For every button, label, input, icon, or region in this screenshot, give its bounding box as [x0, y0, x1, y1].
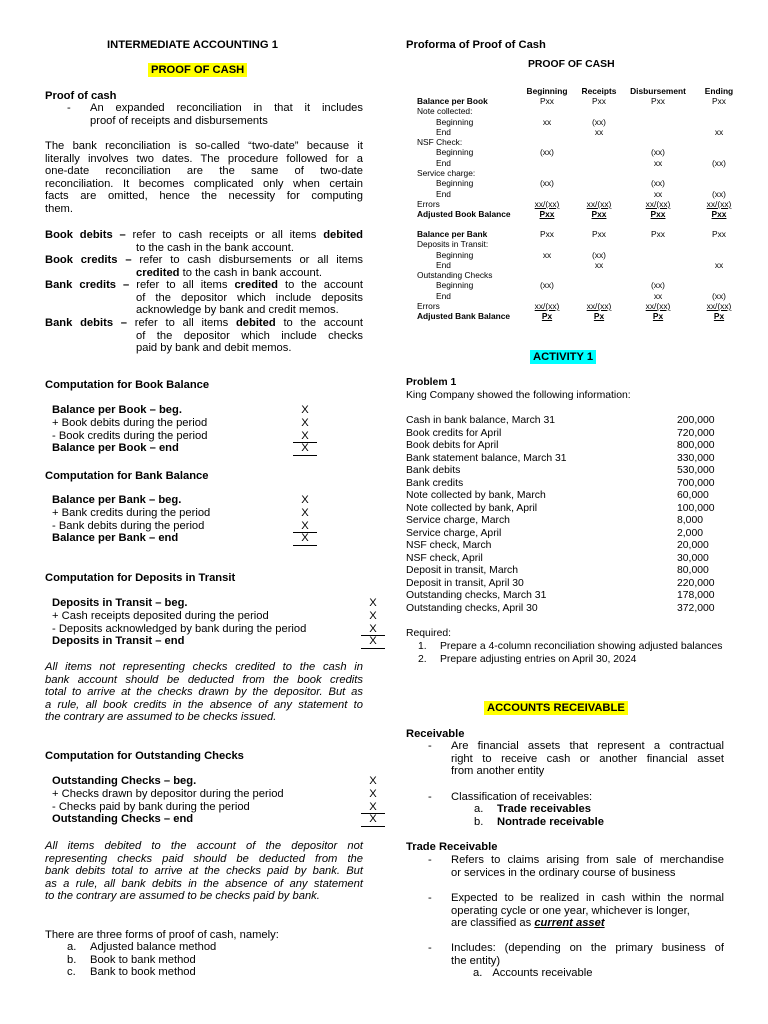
proforma-row: [417, 96, 737, 106]
comp-row-label: + Cash receipts deposited during the period: [52, 609, 269, 622]
problem-item-label: Deposit in transit, April 30: [406, 577, 524, 589]
x-mark: X: [301, 416, 309, 429]
proforma-cell: (xx): [712, 290, 726, 301]
tr-bullet-1-line: Refers to claims arising from sale of merchandise: [451, 854, 724, 866]
proof-heading: Proof of cash: [45, 90, 117, 102]
problem-item-value: 200,000: [677, 415, 715, 426]
proforma-cell: Pxx: [592, 229, 606, 239]
problem-item-value: 330,000: [677, 452, 715, 464]
proforma-header: [417, 86, 737, 96]
intro-line: literally involves two dates. The procedure followed for a: [45, 152, 363, 165]
def-term: Book credits –: [45, 254, 132, 266]
comp-row-label: Outstanding Checks – beg.: [52, 775, 197, 787]
proforma-row: [417, 127, 737, 137]
proforma-title: Proforma of Proof of Cash: [406, 39, 546, 51]
trade-heading: Trade Receivable: [406, 841, 498, 853]
proforma-cell: xx/(xx): [586, 301, 612, 312]
proforma-row: [417, 239, 737, 249]
proforma-cell: Pxx: [539, 209, 555, 220]
dit-note-line: the contrary are assumed to be checks issued.: [45, 711, 277, 724]
proforma-cell: Pxx: [712, 96, 726, 106]
ar-title: [484, 702, 628, 714]
proforma-cell: Px: [593, 311, 605, 322]
proforma-row: [417, 270, 737, 280]
intro-line: facts are omitted, hence the necessity for computing: [45, 190, 363, 203]
proforma-cell: xx: [653, 290, 663, 301]
book-balance-computation: [52, 404, 322, 455]
proforma-row: [417, 280, 737, 290]
proforma-row: [417, 250, 737, 260]
proforma-cell: Pxx: [651, 229, 665, 239]
def-text: paid by bank and debit memos.: [136, 342, 292, 355]
def-bold: debited: [323, 229, 363, 241]
problem-item-label: NSF check, March: [406, 540, 492, 551]
forms-list: [67, 941, 216, 979]
problem-item: [406, 478, 726, 491]
proforma-row: [417, 158, 737, 168]
intro-line: them.: [45, 202, 73, 215]
bullet-dash: -: [428, 740, 432, 752]
oc-note-line: representing checks paid should be deducted from the: [45, 852, 363, 865]
proforma-cell: xx: [594, 259, 604, 270]
problem-item-value: 372,000: [677, 602, 715, 614]
proforma-row-label: Service charge:: [417, 168, 476, 179]
proforma-column-header: Beginning: [526, 86, 568, 96]
problem-item-value: 100,000: [677, 502, 715, 514]
list-text: Book to bank method: [90, 953, 196, 966]
bank-balance-title: Computation for Bank Balance: [45, 470, 209, 482]
problem-title: Problem 1: [406, 377, 457, 388]
proforma-column-header: Receipts: [581, 86, 617, 96]
receivable-heading: Receivable: [406, 728, 465, 740]
def-text: to the cash in bank account.: [179, 266, 322, 279]
tr-bullet-2-line: operating cycle or one year, whichever is longer,: [451, 904, 690, 917]
proforma-cell: Pxx: [712, 229, 726, 239]
proforma-row-label: End: [436, 126, 451, 137]
x-mark: X: [369, 787, 377, 800]
proforma-row: [417, 209, 737, 219]
proof-bullet: [90, 102, 363, 127]
tr-bullet-3: [451, 942, 724, 980]
rec-bullet-1: [451, 740, 724, 778]
proforma-cell: xx: [714, 126, 724, 137]
problem-item-label: Book debits for April: [406, 440, 499, 451]
comp-row-label: + Book debits during the period: [52, 416, 208, 429]
def-text: refer to all items: [127, 317, 236, 329]
proforma-bank-section: [417, 229, 737, 322]
proforma-cell: Pxx: [650, 209, 666, 220]
proforma-row-label: Deposits in Transit:: [417, 239, 489, 250]
problem-item: [406, 440, 726, 453]
proforma-cell: xx/(xx): [586, 198, 612, 209]
def-text: acknowledge by bank and credit memos.: [136, 304, 339, 317]
proforma-cell: xx/(xx): [706, 198, 732, 209]
problem-item: [406, 428, 726, 441]
def-term: Bank credits –: [45, 279, 130, 291]
proof-bullet-line: An expanded reconciliation in that it includes: [90, 102, 363, 114]
list-letter: c.: [67, 966, 76, 979]
def-term: Bank debits –: [45, 317, 127, 329]
x-mark: X: [301, 404, 309, 416]
proforma-cell: xx/(xx): [534, 198, 560, 209]
list-text: Nontrade receivable: [497, 815, 604, 828]
x-mark: X: [295, 520, 315, 533]
rec-class-list: [474, 803, 604, 828]
bullet-dash: -: [428, 942, 432, 954]
proforma-cell: xx: [542, 116, 552, 127]
problem-item: [406, 503, 726, 516]
tr-bullet-3-line: Includes: (depending on the primary business of: [451, 942, 724, 954]
proforma-cell: (xx): [592, 116, 606, 127]
proforma-cell: (xx): [540, 178, 554, 189]
list-letter: a.: [474, 803, 484, 815]
proforma-cell: (xx): [651, 147, 665, 158]
proforma-cell: xx/(xx): [645, 301, 671, 312]
proforma-cell: Pxx: [592, 96, 606, 106]
proof-bullet-dash: -: [67, 102, 71, 114]
required-num: 1.: [418, 641, 427, 652]
proforma-row-label: End: [436, 290, 451, 301]
tr-bullet-1-line: or services in the ordinary course of business: [451, 866, 676, 879]
problem-item-value: 2,000: [677, 527, 704, 539]
problem-item: [406, 540, 726, 553]
comp-row-label: + Bank credits during the period: [52, 506, 211, 519]
proforma-cell: (xx): [592, 249, 606, 260]
rec-bullet-1-line: Are financial assets that represent a contractual: [451, 740, 724, 752]
proforma-row: [417, 229, 737, 239]
tr-bullet-2: [451, 892, 724, 930]
proforma-cell: (xx): [651, 178, 665, 189]
proforma-cell: xx: [542, 249, 552, 260]
intro-line: one-date reconciliation are the same of two-date: [45, 165, 363, 178]
list-text: Adjusted balance method: [90, 941, 217, 953]
def-bold: credited: [234, 279, 278, 291]
comp-row-label: Balance per Book – beg.: [52, 404, 182, 416]
rec-class-item: [474, 816, 604, 829]
problem-item: [406, 578, 726, 591]
tr-bullet-3-line: the entity): [451, 954, 501, 967]
bullet-dash: -: [428, 892, 432, 904]
problem-item-label: Note collected by bank, March: [406, 490, 546, 501]
comp-row-label: - Bank debits during the period: [52, 519, 205, 532]
proforma-row: [417, 168, 737, 178]
problem-item-label: Bank credits: [406, 477, 464, 489]
comp-row-label: + Checks drawn by depositor during the period: [52, 787, 284, 800]
proforma-row-label: Adjusted Book Balance: [417, 209, 511, 220]
oc-note-line: bank debits total to arrive at the checks paid by bank. But: [45, 865, 363, 878]
list-text: Trade receivables: [497, 803, 591, 815]
proforma-row-label: Balance per Book: [417, 96, 488, 106]
problem-item-label: Outstanding checks, April 30: [406, 602, 538, 614]
problem-item-label: Bank debits: [406, 465, 461, 476]
list-letter: b.: [474, 815, 484, 828]
book-balance-title: Computation for Book Balance: [45, 379, 210, 391]
proforma-cell: (xx): [712, 188, 726, 199]
def-text: refer to cash receipts or all items: [125, 229, 324, 241]
oc-note: [45, 840, 363, 903]
proforma-row: [417, 137, 737, 147]
def-bold: debited: [235, 317, 276, 329]
proforma-row-label: End: [436, 188, 451, 199]
x-mark: X: [363, 623, 383, 636]
intro-line: The bank reconciliation is so-called “two-date” because it: [45, 140, 363, 152]
proforma-row-label: End: [436, 157, 451, 168]
comp-row-label: - Deposits acknowledged by bank during the period: [52, 622, 307, 635]
problem-item-label: Note collected by bank, April: [406, 502, 538, 514]
problem-item-value: 178,000: [677, 590, 715, 601]
comp-row-label: Deposits in Transit – end: [52, 635, 185, 648]
proforma-cell: xx: [653, 157, 663, 168]
section-title: [148, 64, 247, 76]
proforma-cell: Px: [652, 311, 664, 322]
proforma-book-section: [417, 96, 737, 220]
form-item: [67, 954, 216, 967]
required-list: [418, 641, 722, 666]
required-item: [418, 641, 722, 654]
proforma-row-label: Beginning: [436, 116, 474, 127]
proforma-row: [417, 291, 737, 301]
rec-bullet-1-line: right to receive cash or another financial asset: [451, 752, 724, 765]
problem-item: [406, 565, 726, 578]
proforma-cell: Pxx: [540, 229, 554, 239]
problem-item-value: 30,000: [677, 552, 709, 564]
def-text: refer to all items: [129, 279, 235, 291]
x-mark: X: [363, 813, 383, 826]
proforma-row: [417, 199, 737, 209]
intro-paragraph: [45, 140, 363, 216]
tr-bullet-2-line: Expected to be realized in cash within the normal: [451, 892, 724, 904]
section-title-text: PROOF OF CASH: [148, 63, 247, 77]
x-mark: X: [295, 442, 315, 455]
ar-title-text: ACCOUNTS RECEIVABLE: [484, 701, 628, 715]
x-mark: X: [363, 801, 383, 814]
proforma-row-label: Beginning: [436, 280, 474, 291]
problem-item-label: Deposit in transit, March: [406, 565, 519, 576]
proforma-cell: xx/(xx): [534, 301, 560, 312]
proforma-row-label: Note collected:: [417, 106, 473, 117]
x-mark: X: [363, 635, 383, 648]
intro-line: reconciliation. It becomes complicated only when certain: [45, 177, 363, 190]
dit-note-line: total to arrive at the checks drawn by the depositor. But as: [45, 686, 363, 699]
def-bank-debits: [45, 317, 363, 355]
form-item: [67, 941, 216, 954]
oc-title: Computation for Outstanding Checks: [45, 750, 244, 762]
problem-item-label: Book credits for April: [406, 427, 502, 439]
proforma-cell: (xx): [651, 280, 665, 291]
proforma-subtitle: PROOF OF CASH: [528, 59, 615, 70]
problem-item: [406, 465, 726, 478]
x-mark: X: [369, 597, 377, 609]
bullet-dash: -: [428, 854, 432, 866]
proforma-cell: xx/(xx): [645, 198, 671, 209]
oc-note-line: as a rule, all bank debits in the absence of any statement: [45, 877, 363, 890]
problem-item-label: Service charge, March: [406, 515, 510, 526]
required-label: Required:: [406, 628, 452, 639]
rec-bullet-2: Classification of receivables:: [451, 791, 593, 803]
proforma-cell: xx/(xx): [706, 301, 732, 312]
proforma-row: [417, 311, 737, 321]
tr-bullet-1: [451, 854, 724, 879]
comp-row-label: Balance per Bank – end: [52, 532, 179, 545]
oc-note-line: All items debited to the account of the depositor not: [45, 840, 363, 852]
x-mark: X: [295, 532, 315, 545]
required-item: [418, 654, 722, 667]
def-book-debits: [45, 229, 363, 254]
problem-item-value: 20,000: [677, 540, 709, 551]
comp-row-label: - Checks paid by bank during the period: [52, 800, 250, 813]
required-text: Prepare adjusting entries on April 30, 2024: [440, 653, 637, 665]
list-letter: a.: [473, 967, 483, 980]
problem-item: [406, 590, 726, 603]
problem-item-value: 700,000: [677, 477, 715, 489]
proforma-row-label: Errors: [417, 198, 440, 209]
proforma-cell: xx: [714, 259, 724, 270]
proforma-cell: xx: [594, 126, 604, 137]
required-text: Prepare a 4-column reconciliation showing adjusted balances: [440, 641, 723, 652]
def-text: of the depositor which include checks: [136, 329, 363, 342]
oc-note-line: to the contrary are assumed to be checks paid by bank.: [45, 890, 320, 903]
problem-item: [406, 490, 726, 503]
bank-balance-computation: [52, 494, 322, 545]
proforma-row: [417, 106, 737, 116]
dit-note-line: All items not representing checks credited to the cash in: [45, 661, 363, 673]
comp-row-label: - Book credits during the period: [52, 429, 208, 442]
proforma-row-label: Outstanding Checks: [417, 270, 493, 281]
x-mark: X: [369, 609, 377, 622]
def-term: Book debits –: [45, 229, 126, 241]
problem-item-value: 800,000: [677, 440, 715, 451]
proforma-column-header: Disbursement: [630, 86, 686, 96]
problem-item: [406, 453, 726, 466]
x-mark: X: [301, 494, 309, 506]
proforma-row: [417, 178, 737, 188]
rec-bullet-1-line: from another entity: [451, 765, 545, 778]
problem-item-value: 80,000: [677, 565, 709, 576]
rec-class-item: [474, 803, 604, 816]
problem-item-value: 220,000: [677, 577, 715, 589]
proforma-row-label: Beginning: [436, 178, 474, 189]
problem-item-value: 60,000: [677, 490, 709, 501]
dit-note: [45, 661, 363, 724]
proforma-row: [417, 260, 737, 270]
dit-note-line: bank account should be deducted from the book credits: [45, 673, 363, 686]
problem-item-label: Bank statement balance, March 31: [406, 452, 567, 464]
def-bank-credits: [45, 279, 363, 317]
problem-item-label: Service charge, April: [406, 527, 502, 539]
proforma-column-header: Ending: [704, 86, 734, 96]
list-letter: b.: [67, 953, 77, 966]
def-text: to the account: [275, 317, 363, 329]
proforma-row-label: NSF Check:: [417, 137, 463, 148]
problem-item-label: NSF check, April: [406, 552, 483, 564]
proforma-cell: Pxx: [591, 209, 607, 220]
problem-item-label: Outstanding checks, March 31: [406, 590, 547, 601]
proof-bullet-line: proof of receipts and disbursements: [90, 114, 268, 127]
proforma-cell: (xx): [712, 157, 726, 168]
comp-row-label: Deposits in Transit – beg.: [52, 597, 188, 609]
list-text: Bank to book method: [90, 966, 196, 979]
required-num: 2.: [418, 653, 427, 665]
bullet-dash: -: [428, 791, 432, 803]
problem-item: [406, 515, 726, 528]
dit-title: Computation for Deposits in Transit: [45, 572, 236, 584]
form-item: [67, 966, 216, 979]
def-bold: credited: [136, 266, 180, 279]
proforma-cell: Px: [713, 311, 725, 322]
def-text: to the account: [277, 279, 363, 291]
proforma-cell: (xx): [540, 280, 554, 291]
problem-item-label: Cash in bank balance, March 31: [406, 415, 556, 426]
problem-item: [406, 553, 726, 566]
def-text: to the cash in the bank account.: [136, 241, 294, 254]
proforma-row-label: Adjusted Bank Balance: [417, 311, 511, 322]
proforma-row: [417, 147, 737, 157]
proforma-cell: Px: [541, 311, 553, 322]
problem-item-value: 530,000: [677, 465, 715, 476]
activity-title-text: ACTIVITY 1: [530, 350, 596, 364]
tr-bullet-2-text: are classified as: [451, 917, 535, 930]
proforma-row-label: Beginning: [436, 249, 474, 260]
tr-bullet-2-emphasis: current asset: [534, 917, 605, 930]
proforma-row: [417, 189, 737, 199]
dit-note-line: a rule, all book credits in the absence of any statement to: [45, 698, 363, 711]
proforma-cell: Pxx: [651, 96, 665, 106]
proforma-row: [417, 301, 737, 311]
problem-item: [406, 603, 726, 616]
forms-intro: There are three forms of proof of cash, namely:: [45, 929, 279, 941]
comp-row-label: Balance per Bank – beg.: [52, 494, 182, 506]
problem-items: [406, 415, 726, 615]
course-title: INTERMEDIATE ACCOUNTING 1: [107, 39, 278, 51]
comp-row-label: Balance per Book – end: [52, 442, 179, 455]
problem-item-value: 720,000: [677, 427, 715, 439]
x-mark: X: [369, 775, 377, 787]
proforma-row-label: Beginning: [436, 147, 474, 158]
proforma-row-label: Balance per Bank: [417, 229, 488, 239]
x-mark: X: [301, 506, 309, 519]
list-letter: a.: [67, 941, 77, 953]
list-text: Accounts receivable: [492, 967, 593, 980]
dit-computation: [52, 597, 387, 648]
proforma-row: [417, 117, 737, 127]
problem-intro: King Company showed the following information:: [406, 390, 631, 401]
proforma-cell: xx: [653, 188, 663, 199]
proforma-cell: Pxx: [540, 96, 554, 106]
comp-row-label: Outstanding Checks – end: [52, 813, 194, 826]
proforma-cell: (xx): [540, 147, 554, 158]
activity-title: [530, 351, 596, 363]
proforma-cell: Pxx: [711, 209, 727, 220]
problem-item: [406, 528, 726, 541]
def-text: of the depositor which include deposits: [136, 291, 363, 304]
x-mark: X: [295, 430, 315, 443]
proforma-row-label: Errors: [417, 301, 440, 312]
problem-item: [406, 415, 726, 428]
proforma-row-label: End: [436, 259, 451, 270]
problem-item-value: 8,000: [677, 515, 704, 526]
def-text: refer to cash disbursements or all items: [131, 254, 363, 266]
def-book-credits: [45, 254, 363, 279]
oc-computation: [52, 775, 387, 826]
